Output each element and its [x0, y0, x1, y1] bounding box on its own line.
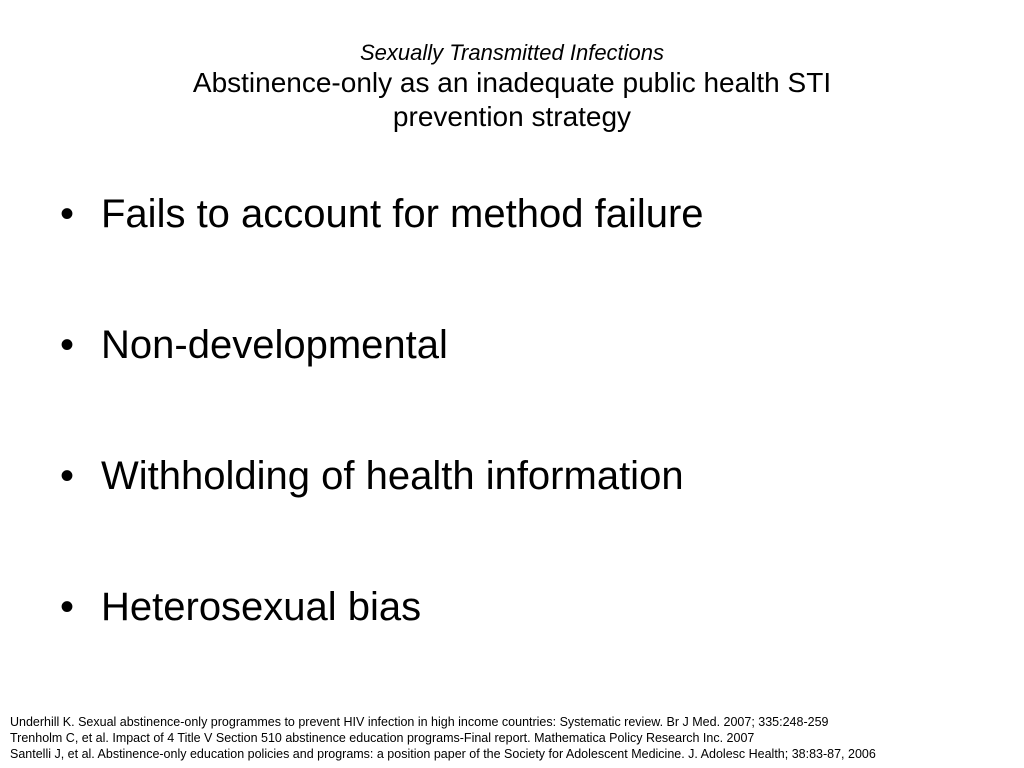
- slide-title-line-2: prevention strategy: [392, 101, 632, 132]
- bullet-marker: •: [60, 454, 75, 498]
- slide-subtitle: Sexually Transmitted Infections: [359, 40, 665, 65]
- reference-line: Santelli J, et al. Abstinence-only education policies and programs: a position paper of the Society for Adolescent Medicine. J. Adolesc Health; 38:83-87, 2006: [10, 747, 876, 761]
- reference-line: Underhill K. Sexual abstinence-only programmes to prevent HIV infection in high income countries: Systematic review. Br J Med. 2007; 335:248-259: [10, 715, 829, 729]
- bullet-item: [60, 188, 980, 319]
- bullet-marker: •: [60, 192, 75, 236]
- bullet-item: [60, 450, 980, 581]
- bullet-text: Heterosexual bias: [101, 585, 422, 629]
- slide-title-line-1: Abstinence-only as an inadequate public health STI: [192, 67, 832, 98]
- references: [10, 714, 1020, 762]
- reference-line: Trenholm C, et al. Impact of 4 Title V Section 510 abstinence education programs-Final report. Mathematica Policy Research Inc. 2007: [10, 731, 755, 745]
- slide-title-block: [0, 40, 1024, 134]
- bullet-item: [60, 319, 980, 450]
- bullet-text: Non-developmental: [101, 323, 448, 367]
- bullet-text: Withholding of health information: [101, 454, 684, 498]
- bullet-list: [60, 188, 980, 712]
- bullet-marker: •: [60, 585, 75, 629]
- bullet-text: Fails to account for method failure: [101, 192, 704, 236]
- bullet-marker: •: [60, 323, 75, 367]
- bullet-item: [60, 581, 980, 712]
